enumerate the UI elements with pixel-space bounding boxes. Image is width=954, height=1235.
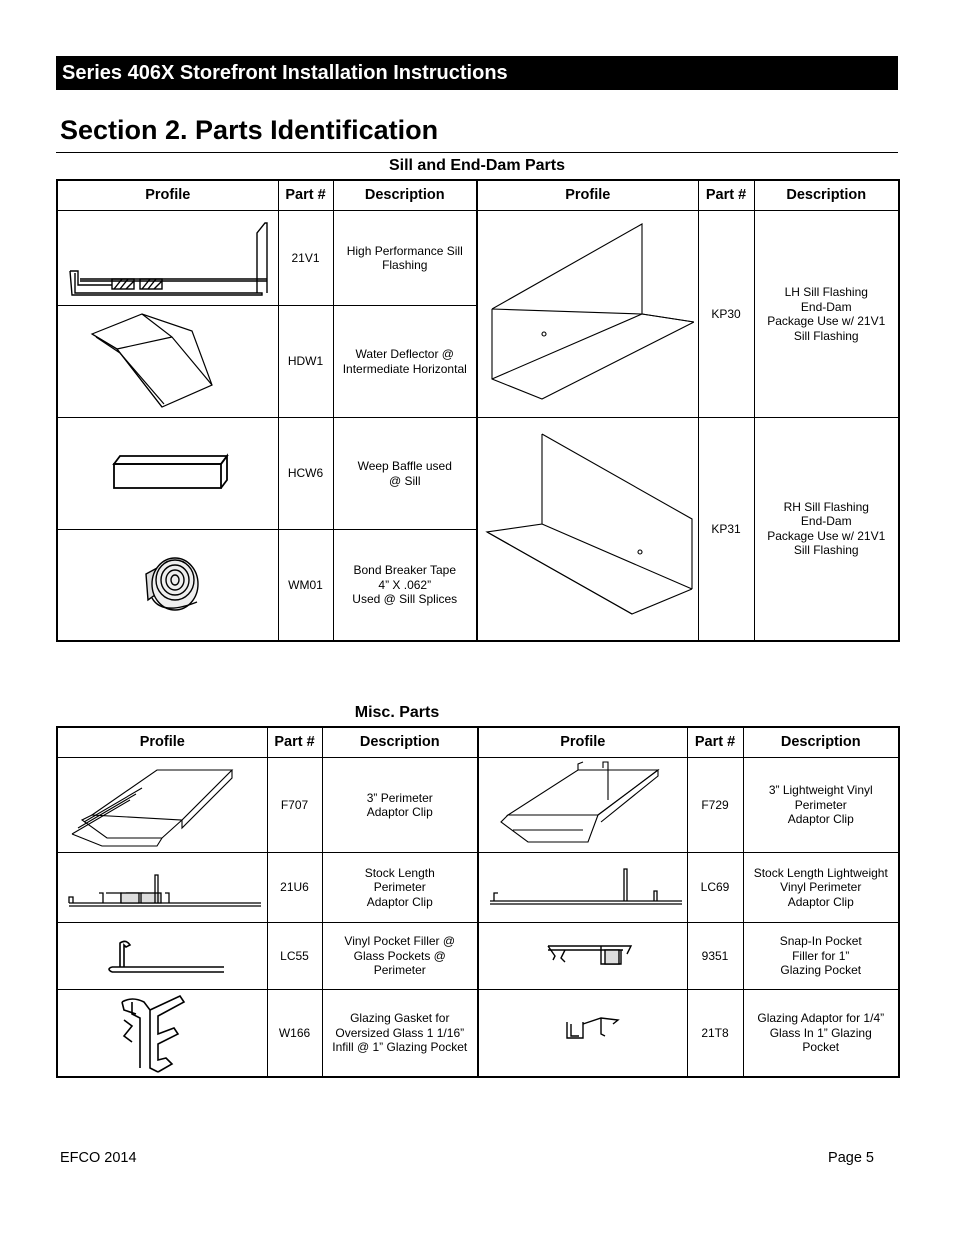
table-row	[57, 853, 899, 923]
part-description: Bond Breaker Tape 4” X .062” Used @ Sill Splices	[333, 530, 477, 641]
part-number: 21U6	[267, 853, 322, 923]
column-header: Description	[333, 180, 477, 211]
part-description: 3” Perimeter Adaptor Clip	[322, 758, 478, 853]
column-header: Profile	[57, 727, 267, 758]
part-description: LH Sill Flashing End-Dam Package Use w/ 21V1 Sill Flashing	[754, 211, 899, 418]
part-number: KP30	[698, 211, 754, 418]
part-number: KP31	[698, 418, 754, 641]
sill-table-caption: Sill and End-Dam Parts	[388, 157, 566, 174]
profile-cell	[477, 418, 698, 641]
column-header: Description	[754, 180, 899, 211]
part-number: 21T8	[687, 990, 743, 1077]
glazing-adaptor-icon	[483, 1010, 683, 1050]
part-description: Stock Length Lightweight Vinyl Perimeter Adaptor Clip	[743, 853, 899, 923]
part-description: Stock Length Perimeter Adaptor Clip	[322, 853, 478, 923]
water-deflector-icon	[62, 309, 274, 414]
profile-cell	[477, 211, 698, 418]
profile-cell	[478, 853, 687, 923]
part-number: W166	[267, 990, 322, 1077]
rh-end-dam-icon	[482, 424, 694, 634]
table-row	[57, 418, 899, 530]
profile-cell	[57, 990, 267, 1077]
part-number: LC69	[687, 853, 743, 923]
column-header: Part #	[698, 180, 754, 211]
part-number: LC55	[267, 923, 322, 990]
profile-cell	[57, 211, 278, 306]
column-header: Profile	[57, 180, 278, 211]
lh-end-dam-icon	[482, 214, 694, 414]
profile-cell	[57, 418, 278, 530]
profile-cell-stack	[478, 923, 687, 1077]
profile-cell	[478, 758, 687, 853]
profile-cell	[57, 853, 267, 923]
part-description: RH Sill Flashing End-Dam Package Use w/ 21V1 Sill Flashing	[754, 418, 899, 641]
document-banner: Series 406X Storefront Installation Instructions	[56, 56, 898, 90]
part-description: High Performance Sill Flashing	[333, 211, 477, 306]
column-header: Part #	[687, 727, 743, 758]
profile-cell	[479, 923, 687, 990]
sill-parts-table	[56, 179, 900, 642]
misc-table-caption: Misc. Parts	[354, 704, 440, 721]
profile-cell	[57, 758, 267, 853]
part-number: F707	[267, 758, 322, 853]
column-header: Part #	[278, 180, 333, 211]
part-number: HDW1	[278, 306, 333, 418]
footer-left: EFCO 2014	[60, 1150, 137, 1166]
weep-baffle-icon	[62, 444, 274, 504]
part-description: Weep Baffle used @ Sill	[333, 418, 477, 530]
part-number: 21V1	[278, 211, 333, 306]
table-header-row	[57, 727, 899, 758]
stock-length-clip-icon	[61, 863, 266, 913]
part-number: 9351	[687, 923, 743, 990]
column-header: Profile	[477, 180, 698, 211]
sill-flashing-profile-icon	[62, 213, 274, 303]
part-description: Water Deflector @ Intermediate Horizontal	[333, 306, 477, 418]
stock-vinyl-clip-icon	[482, 863, 687, 913]
column-header: Description	[322, 727, 478, 758]
profile-cell	[57, 530, 278, 641]
misc-parts-table	[56, 726, 900, 1078]
tape-roll-icon	[62, 550, 274, 620]
table-row	[57, 211, 899, 306]
part-number: WM01	[278, 530, 333, 641]
column-header: Profile	[478, 727, 687, 758]
footer-page-number: Page 5	[828, 1150, 874, 1166]
profile-cell	[57, 923, 267, 990]
glazing-gasket-icon	[62, 990, 262, 1075]
perimeter-adaptor-clip-icon	[62, 760, 262, 850]
part-description: 3” Lightweight Vinyl Perimeter Adaptor Clip	[743, 758, 899, 853]
section-divider	[56, 152, 898, 153]
part-description: Glazing Gasket for Oversized Glass 1 1/16” Infill @ 1” Glazing Pocket	[322, 990, 478, 1077]
part-number: F729	[687, 758, 743, 853]
part-description: Glazing Adaptor for 1/4” Glass In 1” Glazing Pocket	[743, 990, 899, 1077]
vinyl-pocket-filler-icon	[62, 931, 262, 981]
table-header-row	[57, 180, 899, 211]
profile-cell	[57, 306, 278, 418]
table-row	[57, 923, 899, 990]
snap-in-filler-icon	[483, 936, 683, 976]
part-description: Vinyl Pocket Filler @ Glass Pockets @ Perimeter	[322, 923, 478, 990]
profile-cell	[479, 990, 687, 1070]
column-header: Part #	[267, 727, 322, 758]
section-title: Section 2. Parts Identification	[60, 115, 439, 145]
column-header: Description	[743, 727, 899, 758]
part-number: HCW6	[278, 418, 333, 530]
table-row	[57, 758, 899, 853]
lightweight-vinyl-clip-icon	[483, 760, 683, 850]
part-description: Snap-In Pocket Filler for 1” Glazing Pocket	[743, 923, 899, 990]
